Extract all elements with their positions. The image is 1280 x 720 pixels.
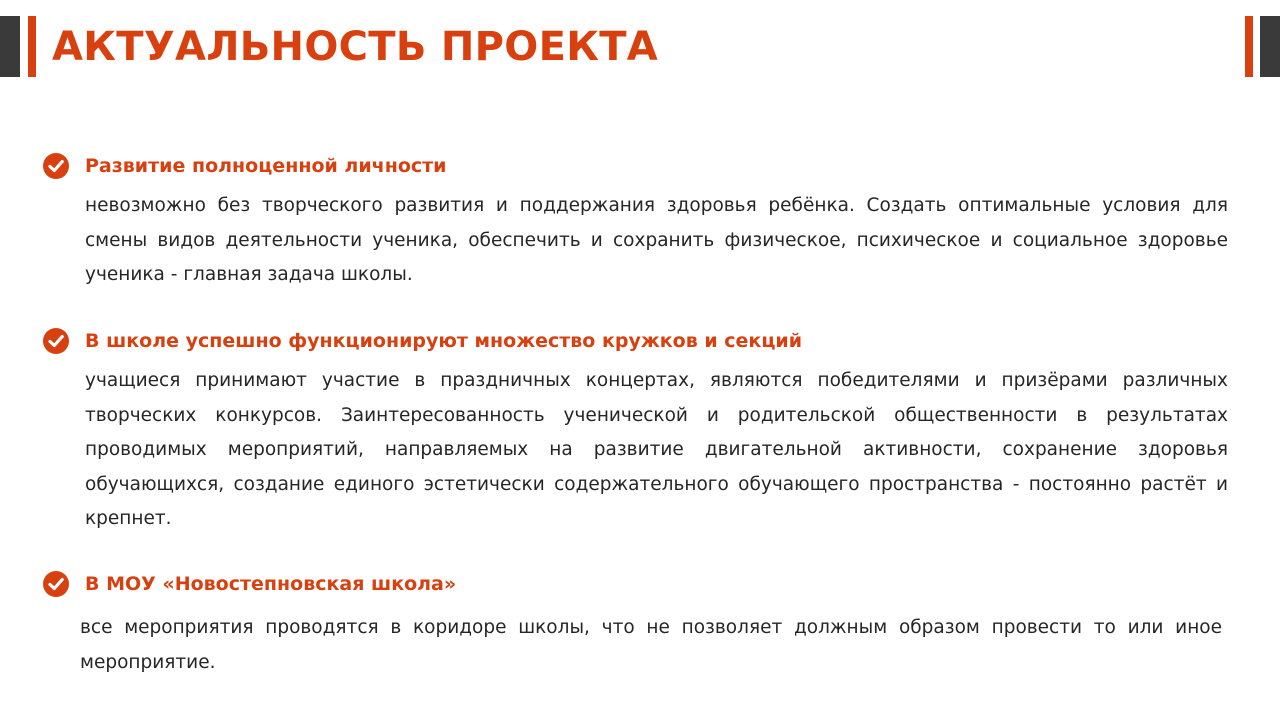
section-heading: Развитие полноценной личности: [85, 155, 447, 177]
check-circle-icon: [42, 327, 70, 355]
section-school: [42, 569, 1228, 680]
right-edge-bar: [1260, 16, 1280, 77]
section-heading: В школе успешно функционируют множество кружков и секций: [85, 330, 803, 352]
section-heading-row: [42, 151, 1228, 181]
check-circle-icon: [42, 570, 70, 598]
section-heading-row: [42, 569, 1228, 599]
check-circle-icon: [42, 152, 70, 180]
left-edge-bar: [0, 16, 20, 77]
section-heading: В МОУ «Новостепновская школа»: [85, 573, 457, 595]
section-clubs: [42, 326, 1228, 537]
section-personal-development: [42, 151, 1228, 293]
left-accent-bar: [28, 16, 36, 77]
section-body: невозможно без творческого развития и поддержания здоровья ребёнка. Создать оптимальные условия для смены видов деятельности ученика, обеспечить и сохранить физическое, психическое и социальное здоровье ученика - главная задача школы.: [85, 195, 1228, 285]
right-accent-bar: [1245, 16, 1253, 77]
section-body: все мероприятия проводятся в коридоре школы, что не позволяет должным образом провести то или иное мероприятие.: [80, 617, 1222, 673]
section-body: учащиеся принимают участие в праздничных концертах, являются победителями и призёрами различных творческих конкурсов. Заинтересованность ученической и родительской общественности в результатах проводимых мероприятий, направляемых на развитие двигательной активности, сохранение здоровья обучающихся, создание единого эстетически содержательного обучающего пространства - постоянно растёт и крепнет.: [85, 370, 1228, 529]
section-heading-row: [42, 326, 1228, 356]
slide-title: АКТУАЛЬНОСТЬ ПРОЕКТА: [52, 24, 659, 70]
